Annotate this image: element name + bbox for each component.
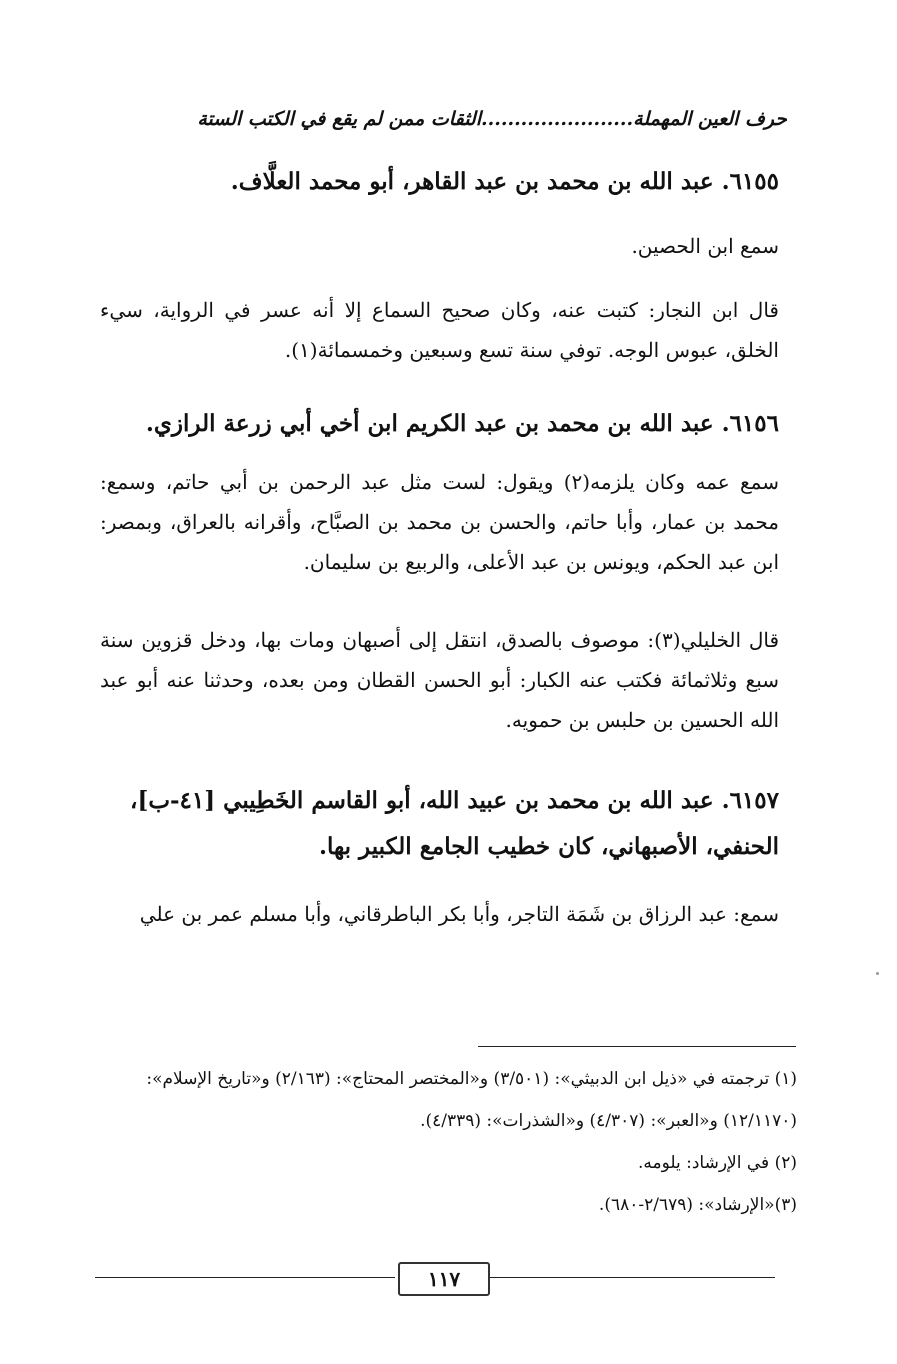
- footnote-1: (١) ترجمته في «ذيل ابن الدبيثي»: (٣/٥٠١) و«المختصر المحتاج»: (٢/١٦٣) و«تاريخ الإسلام»: (١٢/١١٧٠) و«العبر»: (٤/٣٠٧) و«الشذرات»: (٤/٣٣٩).: [146, 1069, 797, 1131]
- entry-6156-paragraph-2: قال الخليلي(٣): موصوف بالصدق، انتقل إلى أصبهان ومات بها، ودخل قزوين سنة سبع وثلاثمائة فكتب عنه الكبار: أبو الحسن القطان ومن بعده، وحدثنا عنه أبو عبد الله الحسين بن حلبس بن حمويه.: [100, 628, 779, 732]
- page-number: [398, 1262, 490, 1296]
- footnote-2: (٢) في الإرشاد: يلومه.: [637, 1153, 797, 1173]
- footnote-separator: [478, 1046, 796, 1047]
- page-number-text: ١١٧: [427, 1267, 461, 1291]
- footer-rule-right: [490, 1277, 775, 1278]
- entry-title-6157: ٦١٥٧. عبد الله بن محمد بن عبيد الله، أبو القاسم الخَطِيبي [٤١-ب]، الحنفي، الأصبهاني، كان خطيب الجامع الكبير بها.: [130, 787, 779, 860]
- entry-6157-paragraph-1: سمع: عبد الرزاق بن شَمَة التاجر، وأبا بكر الباطرقاني، وأبا مسلم عمر بن علي: [139, 902, 779, 926]
- footer-rule-left: [95, 1277, 395, 1278]
- entry-6156-paragraph-1: سمع عمه وكان يلزمه(٢) ويقول: لست مثل عبد الرحمن بن أبي حاتم، وسمع: محمد بن عمار، وأبا حاتم، والحسن بن محمد بن الصبَّاح، وأقرانه بالعراق، وبمصر: ابن عبد الحكم، ويونس بن عبد الأعلى، والربيع بن سليمان.: [100, 470, 779, 574]
- footnotes: [100, 1058, 797, 1226]
- entry-6155-paragraph-1: سمع ابن الحصين.: [631, 234, 779, 258]
- entry-6155-paragraph-2: قال ابن النجار: كتبت عنه، وكان صحيح السماع إلا أنه عسر في الرواية، سيء الخلق، عبوس الوجه. توفي سنة تسع وسبعين وخمسمائة(١).: [100, 298, 779, 362]
- running-header: حرف العين المهملة.......................الثقات ممن لم يقع في الكتب الستة: [197, 108, 787, 130]
- entry-title-6155: ٦١٥٥. عبد الله بن محمد بن عبد القاهر، أبو محمد العلَّاف.: [230, 168, 779, 195]
- footnote-3: (٣)«الإرشاد»: (٢/٦٧٩-٦٨٠).: [598, 1195, 797, 1215]
- entry-title-6156: ٦١٥٦. عبد الله بن محمد بن عبد الكريم ابن أخي أبي زرعة الرازي.: [145, 410, 779, 437]
- margin-speck: [876, 972, 879, 975]
